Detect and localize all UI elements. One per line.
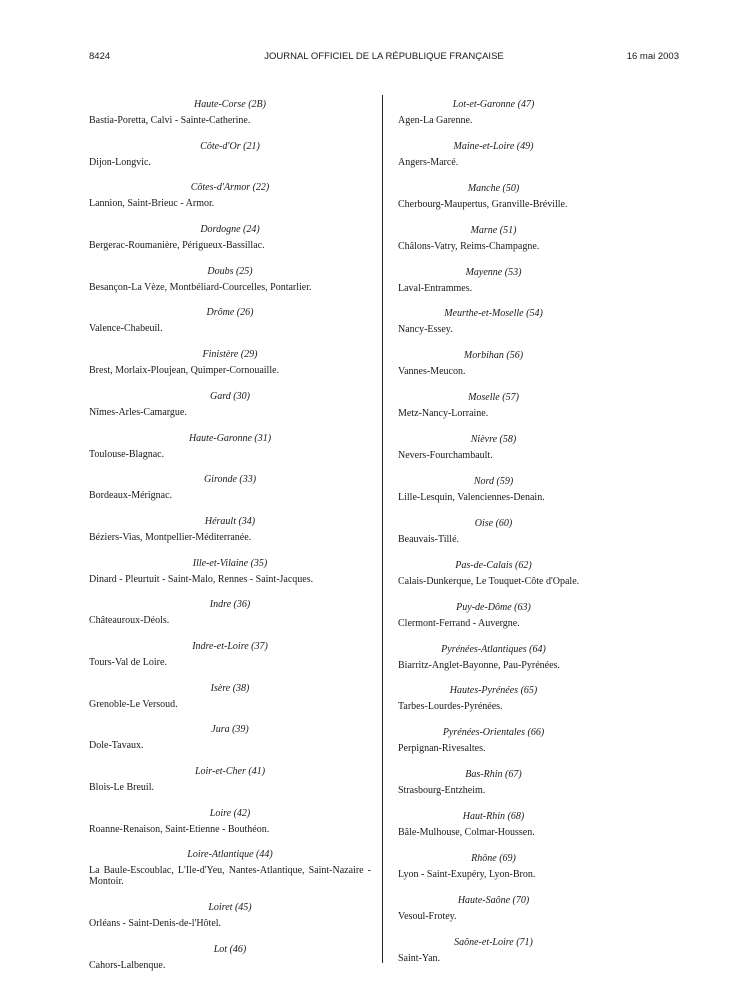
department-heading: Loiret (45) [208, 901, 252, 913]
department-heading: Rhône (69) [471, 853, 516, 865]
airport-list: Bastia-Poretta, Calvi - Sainte-Catherine. [89, 115, 251, 126]
department-heading: Puy-de-Dôme (63) [456, 601, 531, 613]
department-heading: Drôme (26) [206, 307, 254, 319]
airport-list: Châteauroux-Déols. [89, 615, 170, 627]
department-heading: Côtes-d'Armor (22) [190, 182, 270, 194]
department-heading: Gironde (33) [203, 474, 257, 486]
airport-list: Toulouse-Blagnac. [89, 448, 165, 460]
department-heading: Morbihan (56) [463, 350, 524, 362]
department-heading: Haute-Saône (70) [457, 894, 530, 906]
department-entry [398, 768, 589, 810]
department-entry [89, 223, 371, 265]
department-entry [398, 517, 589, 559]
airport-list: Metz-Nancy-Lorraine. [398, 408, 489, 420]
department-entry [89, 515, 371, 557]
department-heading: Oise (60) [474, 517, 513, 529]
department-heading: Meurthe-et-Moselle (54) [444, 308, 543, 320]
department-entry [89, 348, 371, 390]
department-heading: Mayenne (53) [465, 266, 522, 278]
airport-list: Roanne-Renaison, Saint-Etienne - Bouthéon. [89, 823, 270, 835]
department-heading: Hautes-Pyrénées (65) [449, 685, 538, 697]
airport-list: Valence-Chabeuil. [89, 323, 163, 335]
department-heading: Pyrénées-Atlantiques (64) [441, 643, 546, 655]
airport-list: Lyon - Saint-Exupéry, Lyon-Bron. [398, 869, 536, 881]
airport-list: Dole-Tavaux. [89, 740, 144, 752]
department-heading: Ille-et-Vilaine (35) [192, 557, 268, 569]
airport-list: Béziers-Vias, Montpellier-Méditerranée. [89, 531, 252, 543]
airport-list: La Baule-Escoublac, L'Ile-d'Yeu, Nantes-Atlantique, Saint-Nazaire - Montoir. [89, 865, 371, 888]
department-heading: Maine-et-Loire (49) [453, 140, 534, 152]
department-entry [398, 852, 589, 894]
department-entry [89, 943, 371, 985]
airport-list: Grenoble-Le Versoud. [89, 698, 178, 710]
airport-list: Tarbes-Lourdes-Pyrénées. [398, 701, 503, 713]
department-entry [89, 723, 371, 765]
department-entry [89, 765, 371, 807]
department-heading: Isère (38) [210, 682, 250, 694]
airport-list: Nevers-Fourchambault. [398, 450, 493, 462]
airport-list: Brest, Morlaix-Ploujean, Quimper-Cornouaille. [89, 365, 280, 377]
department-entry [89, 682, 371, 724]
page-number: 8424 [89, 51, 111, 62]
department-heading: Doubs (25) [207, 265, 253, 277]
airport-list: Châlons-Vatry, Reims-Champagne. [398, 240, 540, 252]
department-heading: Moselle (57) [468, 392, 519, 404]
department-heading: Bas-Rhin (67) [465, 769, 522, 781]
airport-list: Tours-Val de Loire. [89, 656, 167, 668]
department-entry [89, 140, 371, 182]
department-heading: Saône-et-Loire (71) [454, 936, 533, 948]
department-entry [398, 684, 589, 726]
department-entry [398, 894, 589, 936]
column-divider [382, 95, 383, 963]
right-column [398, 98, 589, 978]
left-column [89, 98, 371, 984]
airport-list: Cahors-Lalbenque. [89, 959, 166, 971]
department-entry [89, 473, 371, 515]
department-heading: Haut-Rhin (68) [462, 811, 525, 823]
airport-list: Bordeaux-Mérignac. [89, 490, 173, 502]
department-entry [398, 307, 589, 349]
department-heading: Nièvre (58) [470, 434, 517, 446]
department-entry [89, 181, 371, 223]
department-heading: Haute-Garonne (31) [188, 432, 272, 444]
airport-list: Clermont-Ferrand - Auvergne. [398, 617, 520, 629]
department-heading: Loire (42) [209, 807, 251, 819]
airport-list: Lille-Lesquin, Valenciennes-Denain. [398, 492, 545, 504]
airport-list: Beauvais-Tillé. [398, 533, 460, 545]
airport-list: Blois-Le Breuil. [89, 782, 154, 793]
department-entry [89, 557, 371, 599]
department-entry [398, 433, 589, 475]
department-entry [89, 848, 371, 901]
department-entry [89, 98, 371, 140]
department-entry [89, 306, 371, 348]
airport-list: Dijon-Longvic. [89, 156, 151, 168]
journal-title: JOURNAL OFFICIEL DE LA RÉPUBLIQUE FRANÇAISE [264, 51, 504, 62]
airport-list: Agen-La Garenne. [398, 115, 473, 126]
department-heading: Manche (50) [467, 182, 520, 194]
airport-list: Besançon-La Vèze, Montbéliard-Courcelles, Pontarlier. [89, 281, 312, 293]
department-entry [89, 390, 371, 432]
department-entry [89, 598, 371, 640]
airport-list: Vesoul-Frotey. [398, 910, 457, 922]
airport-list: Nancy-Essey. [398, 324, 453, 336]
department-entry [398, 475, 589, 517]
airport-list: Biarritz-Anglet-Bayonne, Pau-Pyrénées. [398, 659, 560, 671]
department-heading: Indre (36) [209, 599, 251, 611]
department-heading: Côte-d'Or (21) [200, 140, 260, 152]
department-entry [89, 807, 371, 849]
department-heading: Nord (59) [473, 476, 514, 488]
department-heading: Indre-et-Loire (37) [192, 640, 268, 652]
airport-list: Orléans - Saint-Denis-de-l'Hôtel. [89, 917, 222, 929]
department-entry [398, 810, 589, 852]
airport-list: Cherbourg-Maupertus, Granville-Bréville. [398, 198, 568, 210]
department-entry [398, 140, 589, 182]
department-entry [89, 901, 371, 943]
airport-list: Dinard - Pleurtuit - Saint-Malo, Rennes - Saint-Jacques. [89, 573, 314, 585]
airport-list: Perpignan-Rivesaltes. [398, 743, 486, 755]
department-entry [398, 391, 589, 433]
department-entry [89, 265, 371, 307]
department-entry [398, 182, 589, 224]
department-entry [398, 726, 589, 768]
department-heading: Finistère (29) [202, 349, 258, 361]
airport-list: Vannes-Meucon. [398, 366, 466, 378]
publication-date: 16 mai 2003 [626, 51, 679, 62]
department-heading: Loir-et-Cher (41) [194, 766, 266, 777]
department-heading: Dordogne (24) [200, 224, 260, 236]
airport-list: Angers-Marcé. [398, 156, 459, 168]
department-entry [398, 349, 589, 391]
airport-list: Strasbourg-Entzheim. [398, 785, 486, 797]
airport-list: Saint-Yan. [398, 952, 441, 964]
department-heading: Gard (30) [210, 390, 250, 402]
airport-list: Lannion, Saint-Brieuc - Armor. [89, 198, 215, 210]
airport-list: Laval-Entrammes. [398, 282, 473, 294]
department-heading: Lot (46) [213, 943, 247, 955]
department-heading: Hérault (34) [204, 515, 256, 527]
airport-list: Bâle-Mulhouse, Colmar-Houssen. [398, 827, 535, 839]
department-entry [89, 432, 371, 474]
department-entry [89, 640, 371, 682]
airport-list: Calais-Dunkerque, Le Touquet-Côte d'Opale. [398, 575, 580, 587]
department-entry [398, 643, 589, 685]
department-heading: Pyrénées-Orientales (66) [442, 727, 545, 739]
airport-list: Nîmes-Arles-Camargue. [89, 406, 187, 418]
department-entry [398, 936, 589, 978]
department-heading: Pas-de-Calais (62) [455, 559, 532, 571]
department-heading: Lot-et-Garonne (47) [452, 99, 535, 110]
department-heading: Marne (51) [470, 224, 517, 236]
airport-list: Bergerac-Roumanière, Périgueux-Bassillac. [89, 240, 265, 252]
department-entry [398, 224, 589, 266]
department-heading: Jura (39) [211, 724, 249, 736]
department-entry [398, 601, 589, 643]
department-entry [398, 559, 589, 601]
department-heading: Loire-Atlantique (44) [187, 849, 273, 861]
department-heading: Haute-Corse (2B) [194, 99, 266, 110]
page-header [89, 51, 679, 65]
department-entry [398, 266, 589, 308]
department-entry [398, 98, 589, 140]
